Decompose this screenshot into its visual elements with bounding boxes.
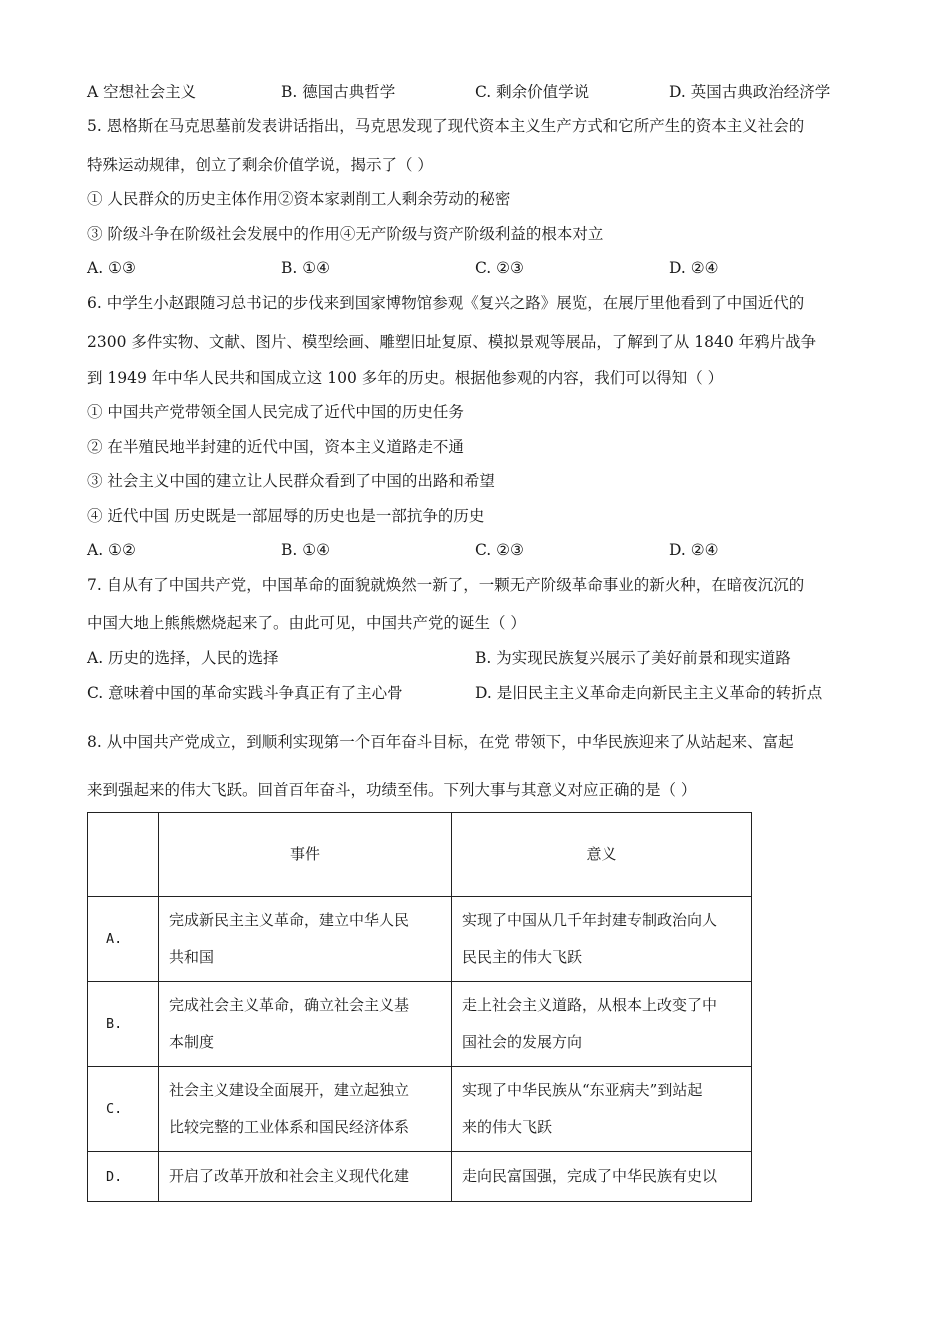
q4-option-d: D. 英国古典政治经济学 — [669, 83, 831, 101]
q6-option-b: B. ①④ — [281, 541, 331, 559]
q5-option-c: C. ②③ — [475, 259, 524, 277]
meaning-line: 走上社会主义道路，从根本上改变了中 — [462, 996, 718, 1014]
event-line: 社会主义建设全面展开，建立起独立 — [169, 1081, 410, 1099]
q6-stem-line-3: 到 1949 年中华人民共和国成立这 100 多年的历史。根据他参观的内容，我们可以得知（ ） — [87, 369, 724, 387]
q5-statement-2: ③ 阶级斗争在阶级社会发展中的作用④无产阶级与资产阶级利益的根本对立 — [87, 225, 604, 243]
meaning-line: 走向民富国强，完成了中华民族有史以 — [462, 1167, 718, 1185]
event-line: 比较完整的工业体系和国民经济体系 — [169, 1118, 410, 1136]
row-label: D. — [88, 1152, 159, 1202]
meaning-line: 实现了中国从几千年封建专制政治向人 — [462, 911, 718, 929]
meaning-line: 来的伟大飞跃 — [462, 1118, 553, 1136]
q6-statement-3: ③ 社会主义中国的建立让人民群众看到了中国的出路和希望 — [87, 472, 495, 490]
q6-stem-line-2: 2300 多件实物、文献、图片、模型绘画、雕塑旧址复原、模拟景观等展品，了解到了从 1840 年鸦片战争 — [87, 333, 817, 351]
q5-statement-1: ① 人民群众的历史主体作用②资本家剥削工人剩余劳动的秘密 — [87, 190, 511, 208]
row-label: A. — [88, 897, 159, 982]
q4-option-c: C. 剩余价值学说 — [475, 83, 590, 101]
meaning-line: 实现了中华民族从“东亚病夫”到站起 — [462, 1081, 703, 1099]
q6-statement-2: ② 在半殖民地半封建的近代中国，资本主义道路走不通 — [87, 438, 464, 456]
event-line: 开启了改革开放和社会主义现代化建 — [169, 1167, 410, 1185]
q4-option-a: A 空想社会主义 — [87, 83, 197, 101]
meaning-line: 国社会的发展方向 — [462, 1033, 583, 1051]
q5-option-b: B. ①④ — [281, 259, 331, 277]
row-meaning — [452, 982, 752, 1067]
row-meaning — [452, 1152, 752, 1202]
q4-option-b: B. 德国古典哲学 — [281, 83, 396, 101]
q8-table — [87, 812, 752, 1202]
q5-stem-line-1: 5. 恩格斯在马克思墓前发表讲话指出，马克思发现了现代资本主义生产方式和它所产生的资本主义社会的 — [87, 117, 805, 135]
q5-stem-line-2: 特殊运动规律，创立了剩余价值学说，揭示了（ ） — [87, 156, 433, 174]
header-meaning: 意义 — [452, 813, 752, 897]
q7-option-d: D. 是旧民主主义革命走向新民主主义革命的转折点 — [475, 684, 823, 702]
event-line: 本制度 — [169, 1033, 215, 1051]
q8-stem-line-1: 8. 从中国共产党成立，到顺利实现第一个百年奋斗目标，在党 带领下，中华民族迎来了从站起来、富起 — [87, 733, 794, 751]
q7-stem-line-2: 中国大地上熊熊燃烧起来了。由此可见，中国共产党的诞生（ ） — [87, 614, 526, 632]
table-header-row — [88, 813, 752, 897]
q5-option-a: A. ①③ — [87, 259, 136, 277]
header-event: 事件 — [159, 813, 452, 897]
q6-statement-4: ④ 近代中国 历史既是一部屈辱的历史也是一部抗争的历史 — [87, 507, 485, 525]
q7-option-b: B. 为实现民族复兴展示了美好前景和现实道路 — [475, 649, 791, 667]
q6-option-a: A. ①② — [87, 541, 136, 559]
q6-option-c: C. ②③ — [475, 541, 524, 559]
table-row — [88, 897, 752, 982]
table-row — [88, 1067, 752, 1152]
row-meaning — [452, 897, 752, 982]
table-row — [88, 982, 752, 1067]
event-line: 完成新民主主义革命，建立中华人民 — [169, 911, 410, 929]
q7-stem-line-1: 7. 自从有了中国共产党，中国革命的面貌就焕然一新了，一颗无产阶级革命事业的新火种，在暗夜沉沉的 — [87, 576, 805, 594]
row-label: B. — [88, 982, 159, 1067]
q6-option-d: D. ②④ — [669, 541, 719, 559]
q7-option-a: A. 历史的选择，人民的选择 — [87, 649, 279, 667]
row-event — [159, 1067, 452, 1152]
event-line: 共和国 — [169, 948, 215, 966]
meaning-line: 民民主的伟大飞跃 — [462, 948, 583, 966]
q8-stem-line-2: 来到强起来的伟大飞跃。回首百年奋斗，功绩至伟。下列大事与其意义对应正确的是（ ） — [87, 781, 697, 799]
row-event — [159, 982, 452, 1067]
q5-option-d: D. ②④ — [669, 259, 719, 277]
table-row — [88, 1152, 752, 1202]
row-label: C. — [88, 1067, 159, 1152]
row-meaning — [452, 1067, 752, 1152]
row-event — [159, 897, 452, 982]
q7-option-c: C. 意味着中国的革命实践斗争真正有了主心骨 — [87, 684, 403, 702]
q6-stem-line-1: 6. 中学生小赵跟随习总书记的步伐来到国家博物馆参观《复兴之路》展览，在展厅里他看到了中国近代的 — [87, 294, 805, 312]
header-label-cell — [88, 813, 159, 897]
event-line: 完成社会主义革命，确立社会主义基 — [169, 996, 410, 1014]
q6-statement-1: ① 中国共产党带领全国人民完成了近代中国的历史任务 — [87, 403, 464, 421]
row-event — [159, 1152, 452, 1202]
